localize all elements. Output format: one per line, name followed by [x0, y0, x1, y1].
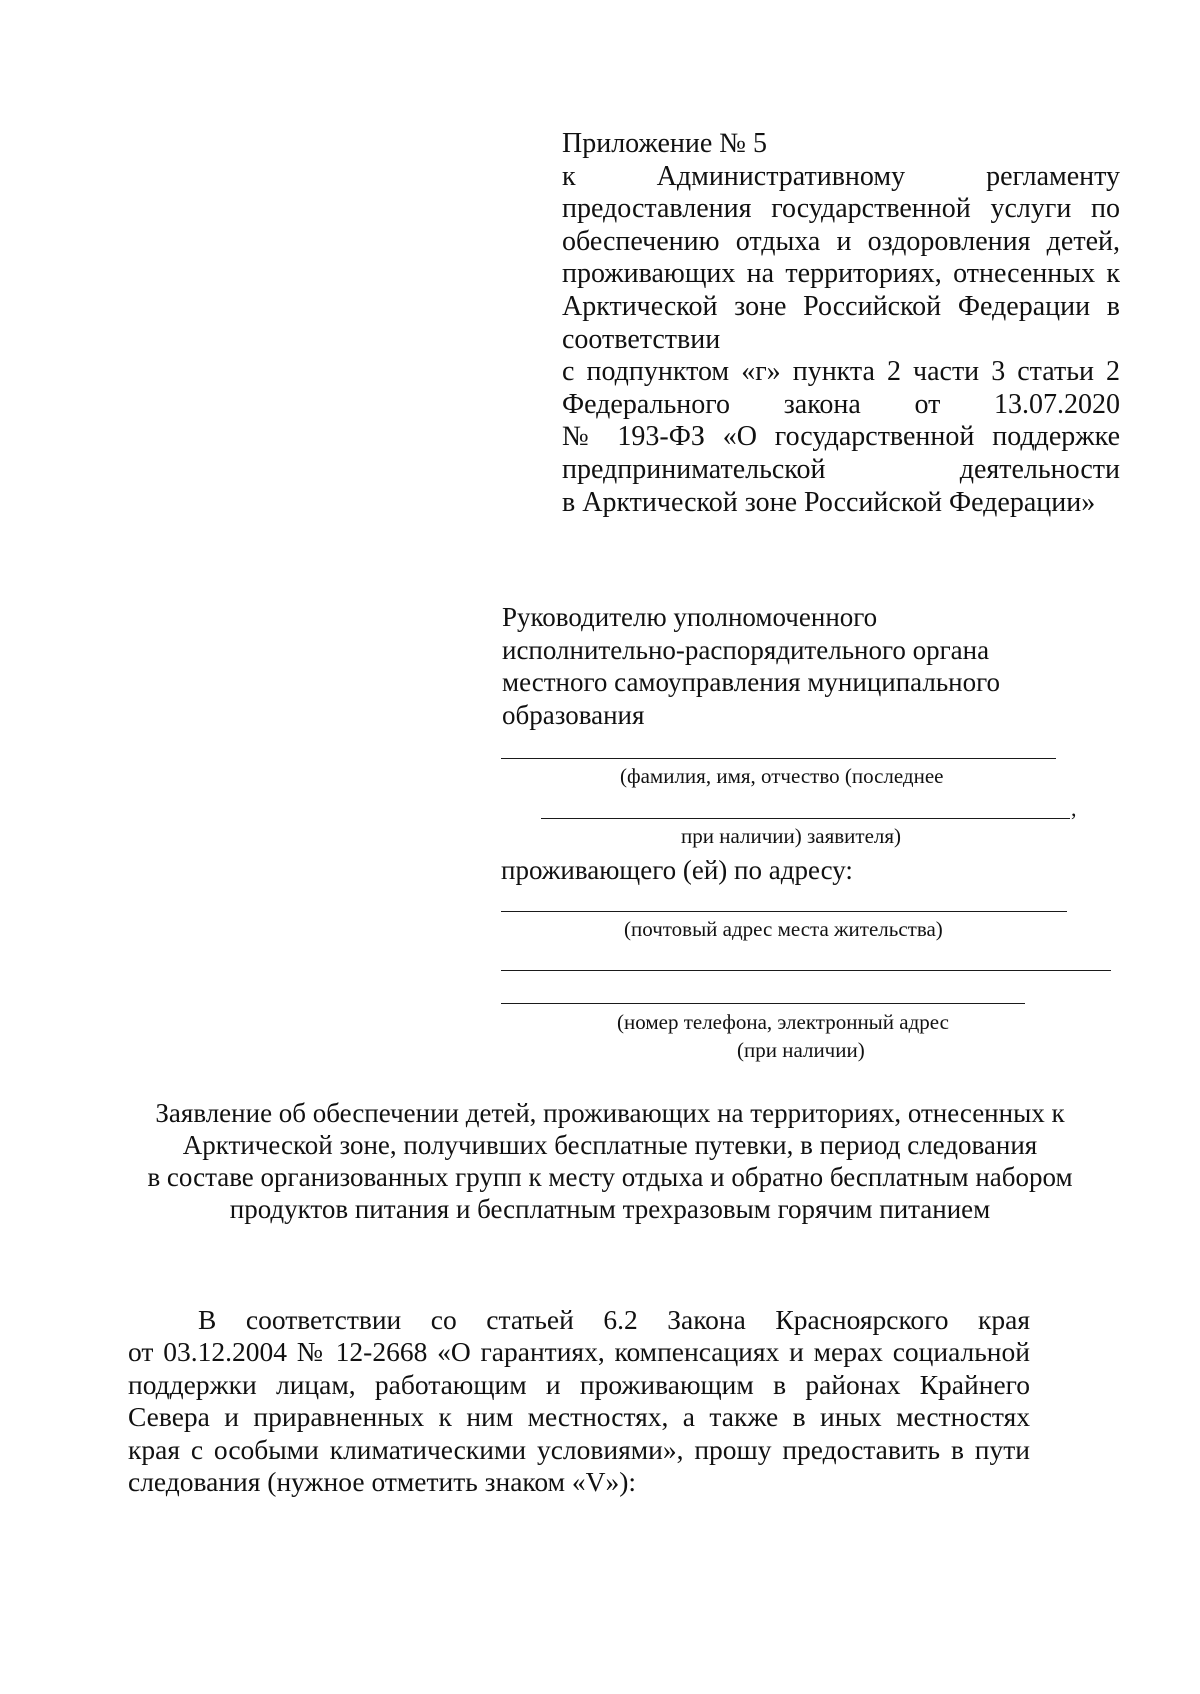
- title-line: продуктов питания и бесплатным трехразовым горячим питанием: [229, 1194, 991, 1224]
- contact-caption-2: (при наличии): [737, 1038, 865, 1062]
- addressee-line: Руководителю уполномоченного: [502, 602, 878, 632]
- appendix-line: Федерального закона от 13.07.2020: [562, 388, 1120, 420]
- appendix-line: предоставления государственной услуги по: [562, 193, 1120, 225]
- postal-address-line[interactable]: [501, 911, 1067, 912]
- addressee-line: исполнительно-распорядительного органа: [502, 634, 990, 665]
- address-label: проживающего (ей) по адресу:: [501, 855, 853, 885]
- statement-title: [100, 1097, 1120, 1225]
- body-line: Севера и приравненных к ним местностях, а также в иных местностях: [128, 1401, 1030, 1433]
- applicant-name-caption-2: при наличии) заявителя): [681, 824, 902, 848]
- body-line: следования (нужное отметить знаком «V»):: [128, 1466, 637, 1498]
- title-line: Арктической зоне, получивших бесплатные путевки, в период следования: [182, 1130, 1038, 1160]
- appendix-line: проживающих на территориях, отнесенных к: [562, 258, 1120, 290]
- appendix-line: № 193-ФЗ «О государственной поддержке: [562, 421, 1120, 453]
- body-line: поддержки лицам, работающим и проживающим в районах Крайнего: [128, 1368, 1030, 1400]
- applicant-name-line-2[interactable]: [541, 818, 1070, 819]
- body-line: края с особыми климатическими условиями», прошу предоставить в пути: [128, 1433, 1030, 1465]
- appendix-line: соответствии: [562, 323, 721, 355]
- appendix-header: [562, 128, 1120, 519]
- appendix-line: в Арктической зоне Российской Федерации»: [562, 486, 1096, 518]
- addressee-line: местного самоуправления муниципального: [502, 667, 1001, 697]
- applicant-name-caption: (фамилия, имя, отчество (последнее: [620, 764, 944, 788]
- appendix-line: Арктической зоне Российской Федерации в: [562, 290, 1120, 322]
- postal-address-line-2[interactable]: [501, 970, 1111, 971]
- title-line: Заявление об обеспечении детей, проживающих на территориях, отнесенных к: [155, 1098, 1065, 1128]
- applicant-name-line[interactable]: [501, 758, 1056, 759]
- statement-body: [128, 1304, 1030, 1498]
- appendix-line: Приложение № 5: [562, 128, 767, 159]
- contact-line[interactable]: [501, 1003, 1025, 1004]
- name-comma: ,: [1071, 796, 1077, 821]
- contact-caption: (номер телефона, электронный адрес: [617, 1010, 949, 1034]
- title-line: в составе организованных групп к месту отдыха и обратно бесплатным набором: [147, 1162, 1073, 1192]
- addressee-line: образования: [502, 699, 645, 730]
- appendix-line: с подпунктом «г» пункта 2 части 3 статьи 2: [562, 356, 1120, 388]
- appendix-line: к Административному регламенту: [562, 160, 1120, 192]
- body-line: В соответствии со статьей 6.2 Закона Красноярского края: [198, 1304, 1030, 1335]
- body-line: от 03.12.2004 № 12-2668 «О гарантиях, компенсациях и мерах социальной: [128, 1336, 1030, 1368]
- appendix-line: предпринимательской деятельности: [562, 453, 1120, 485]
- appendix-line: обеспечению отдыха и оздоровления детей,: [562, 225, 1120, 257]
- postal-address-caption: (почтовый адрес места жительства): [624, 917, 943, 941]
- addressee-block: [502, 601, 1122, 731]
